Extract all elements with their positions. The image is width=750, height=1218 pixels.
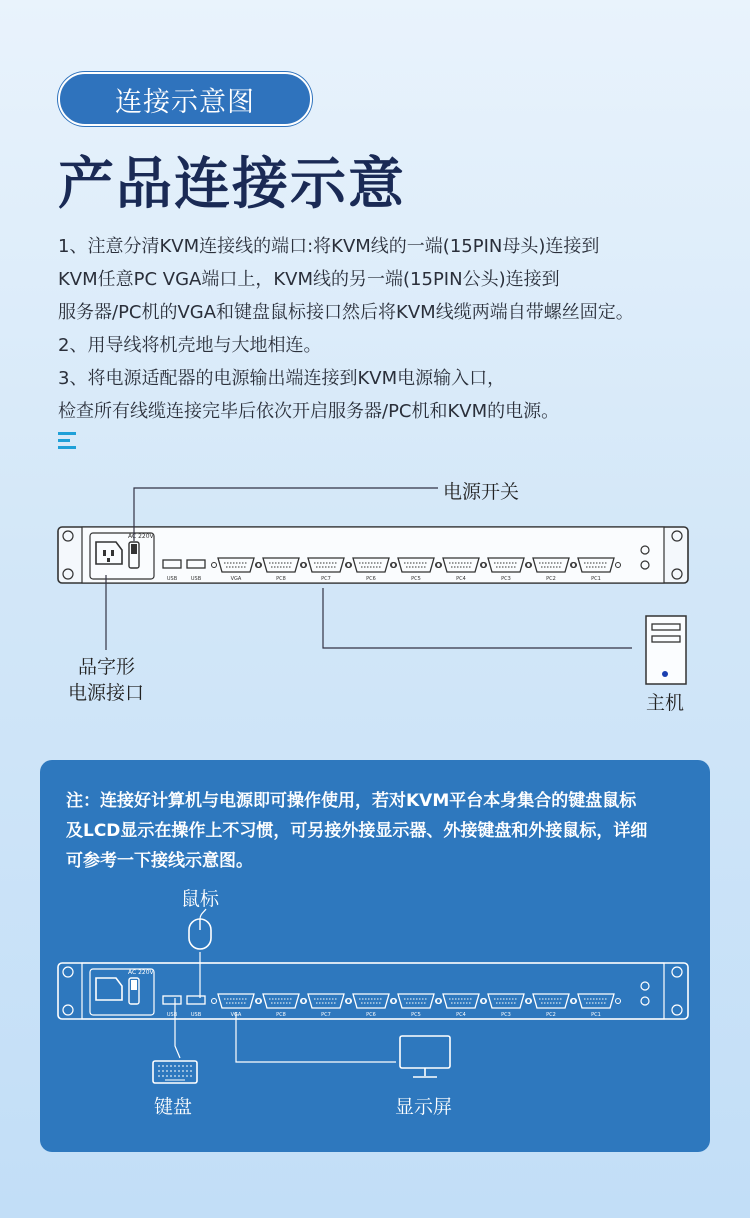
note-text: [66, 786, 696, 876]
port-label: PC7: [321, 576, 331, 582]
instruction-line: KVM任意PC VGA端口上，KVM线的另一端(15PIN公头)连接到: [58, 269, 560, 290]
vga-port-icon: [533, 994, 569, 1008]
monitor-label: 显示屏: [395, 1096, 453, 1118]
keyboard-label: 键盘: [154, 1096, 193, 1118]
mouse-label: 鼠标: [181, 888, 220, 910]
port-label: VGA: [230, 1012, 242, 1018]
vga-port-icon: [398, 994, 434, 1008]
port-label: PC6: [366, 576, 376, 582]
switch-text: AC 220V: [128, 533, 154, 540]
port-label: USB: [166, 1012, 178, 1018]
instruction-line: 3、将电源适配器的电源输出端连接到KVM电源输入口，: [58, 368, 506, 389]
port-label: USB: [190, 576, 202, 582]
vga-port-icon: [263, 994, 299, 1008]
usb-port-icon: [187, 996, 205, 1004]
port-label: USB: [166, 576, 178, 582]
port-label: PC5: [411, 576, 421, 582]
port-label: PC2: [546, 1012, 556, 1018]
host-computer-icon: [646, 616, 686, 684]
page-title: 产品连接示意: [58, 152, 406, 217]
vga-port-icon: [443, 994, 479, 1008]
port-label: PC8: [276, 576, 286, 582]
port-label: PC4: [456, 576, 466, 582]
port-label: PC8: [276, 1012, 286, 1018]
port-label: PC6: [366, 1012, 376, 1018]
port-label: PC3: [501, 1012, 511, 1018]
host-label: 主机: [646, 692, 685, 714]
keyboard-leader: [175, 998, 180, 1058]
vga-port-icon: [488, 994, 524, 1008]
power-socket-label-2: 电源接口: [68, 682, 145, 704]
port-label: USB: [190, 1012, 202, 1018]
section-tag-label: 连接示意图: [115, 86, 255, 118]
host-leader: [323, 588, 632, 648]
usb-port-icon: [163, 996, 181, 1004]
power-switch-label: 电源开关: [443, 481, 520, 503]
port-label: PC7: [321, 1012, 331, 1018]
switch-text: AC 220V: [128, 969, 154, 976]
note-line: 及LCD显示在操作上不习惯，可另接外接显示器、外接键盘和外接鼠标，详细: [66, 821, 648, 841]
port-label: VGA: [230, 576, 242, 582]
port-label: PC4: [456, 1012, 466, 1018]
keyboard-icon: [153, 1061, 197, 1083]
port-label: PC5: [411, 1012, 421, 1018]
instruction-line: 2、用导线将机壳地与大地相连。: [58, 335, 322, 356]
screw-icon: [616, 999, 621, 1004]
power-socket-label-1: 品字形: [78, 656, 136, 678]
instruction-line: 1、注意分清KVM连接线的端口:将KVM线的一端(15PIN母头)连接到: [58, 236, 600, 257]
screw-icon: [212, 999, 217, 1004]
port-label: PC3: [501, 576, 511, 582]
vga-port-icon: [578, 994, 614, 1008]
instruction-line: 检查所有线缆连接完毕后依次开启服务器/PC机和KVM的电源。: [58, 401, 560, 422]
instruction-line: 服务器/PC机的VGA和键盘鼠标接口然后将KVM线缆两端自带螺丝固定。: [58, 302, 634, 323]
port-label: PC1: [591, 576, 601, 582]
port-label: PC1: [591, 1012, 601, 1018]
monitor-icon: [400, 1036, 450, 1077]
kvm-device-front-1: [58, 527, 688, 583]
vga-port-icon: [353, 994, 389, 1008]
note-line: 注：连接好计算机与电源即可操作使用，若对KVM平台本身集合的键盘鼠标: [66, 791, 637, 811]
vga-port-icon: [308, 994, 344, 1008]
mouse-icon: [189, 909, 211, 949]
vga-port-icon: [218, 994, 254, 1008]
note-line: 可参考一下接线示意图。: [66, 851, 253, 871]
port-label: PC2: [546, 576, 556, 582]
kvm-device-front-2: [58, 963, 688, 1019]
